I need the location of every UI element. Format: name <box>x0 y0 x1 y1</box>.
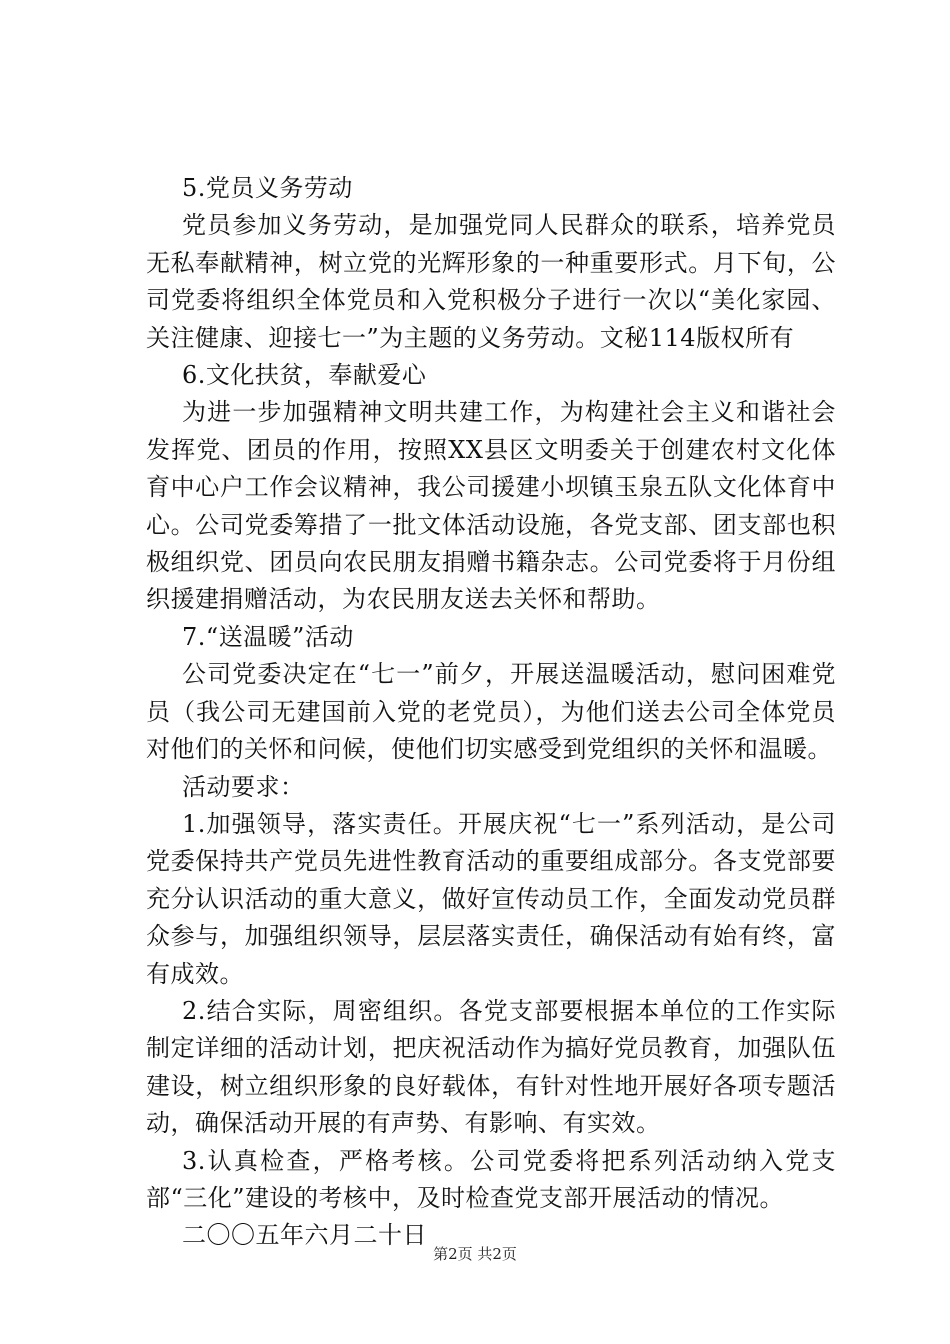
paragraph-cultural-aid: 为进一步加强精神文明共建工作，为构建社会主义和谐社会发挥党、团员的作用，按照XX县区文明委关于创建农村文化体育中心户工作会议精神，我公司援建小坝镇玉泉五队文化体育中心。公司党委筹措了一批文体活动设施，各党支部、团支部也积极组织党、团员向农民朋友捐赠书籍杂志。公司党委将于月份组织援建捐赠活动，为农民朋友送去关怀和帮助。 <box>146 398 836 614</box>
heading-requirements: 活动要求： <box>182 772 305 801</box>
requirement-2: 2.结合实际，周密组织。各党支部要根据本单位的工作实际制定详细的活动计划，把庆祝活动作为搞好党员教育，加强队伍建设，树立组织形象的良好载体，有针对性地开展好各项专题活动，确保活动开展的有声势、有影响、有实效。 <box>146 996 836 1138</box>
heading-5-volunteer-labor: 5.党员义务劳动 <box>182 174 353 202</box>
paragraph-volunteer-labor: 党员参加义务劳动，是加强党同人民群众的联系，培养党员无私奉献精神，树立党的光辉形象的一种重要形式。月下旬，公司党委将组织全体党员和入党积极分子进行一次以“美化家园、关注健康、迎接七一”为主题的义务劳动。文秘114版权所有 <box>146 211 836 352</box>
heading-7-warmth-activity: 7.“送温暖”活动 <box>182 622 354 651</box>
requirement-1: 1.加强领导，落实责任。开展庆祝“七一”系列活动，是公司党委保持共产党员先进性教育活动的重要组成部分。各支党部要充分认识活动的重大意义，做好宣传动员工作，全面发动党员群众参与，加强组织领导，层层落实责任，确保活动有始有终，富有成效。 <box>146 809 836 988</box>
heading-6-cultural-aid: 6.文化扶贫，奉献爱心 <box>182 361 427 390</box>
requirement-3: 3.认真检查，严格考核。公司党委将把系列活动纳入党支部“三化”建设的考核中，及时检查党支部开展活动的情况。 <box>146 1146 836 1212</box>
document-body <box>146 170 836 1255</box>
page-number-footer: 第2页 共2页 <box>433 1245 517 1263</box>
paragraph-warmth-activity: 公司党委决定在“七一”前夕，开展送温暖活动，慰问困难党员（我公司无建国前入党的老党员），为他们送去公司全体党员对他们的关怀和问候，使他们切实感受到党组织的关怀和温暖。 <box>146 660 836 764</box>
document-date: 二〇〇五年六月二十日 <box>182 1221 427 1250</box>
